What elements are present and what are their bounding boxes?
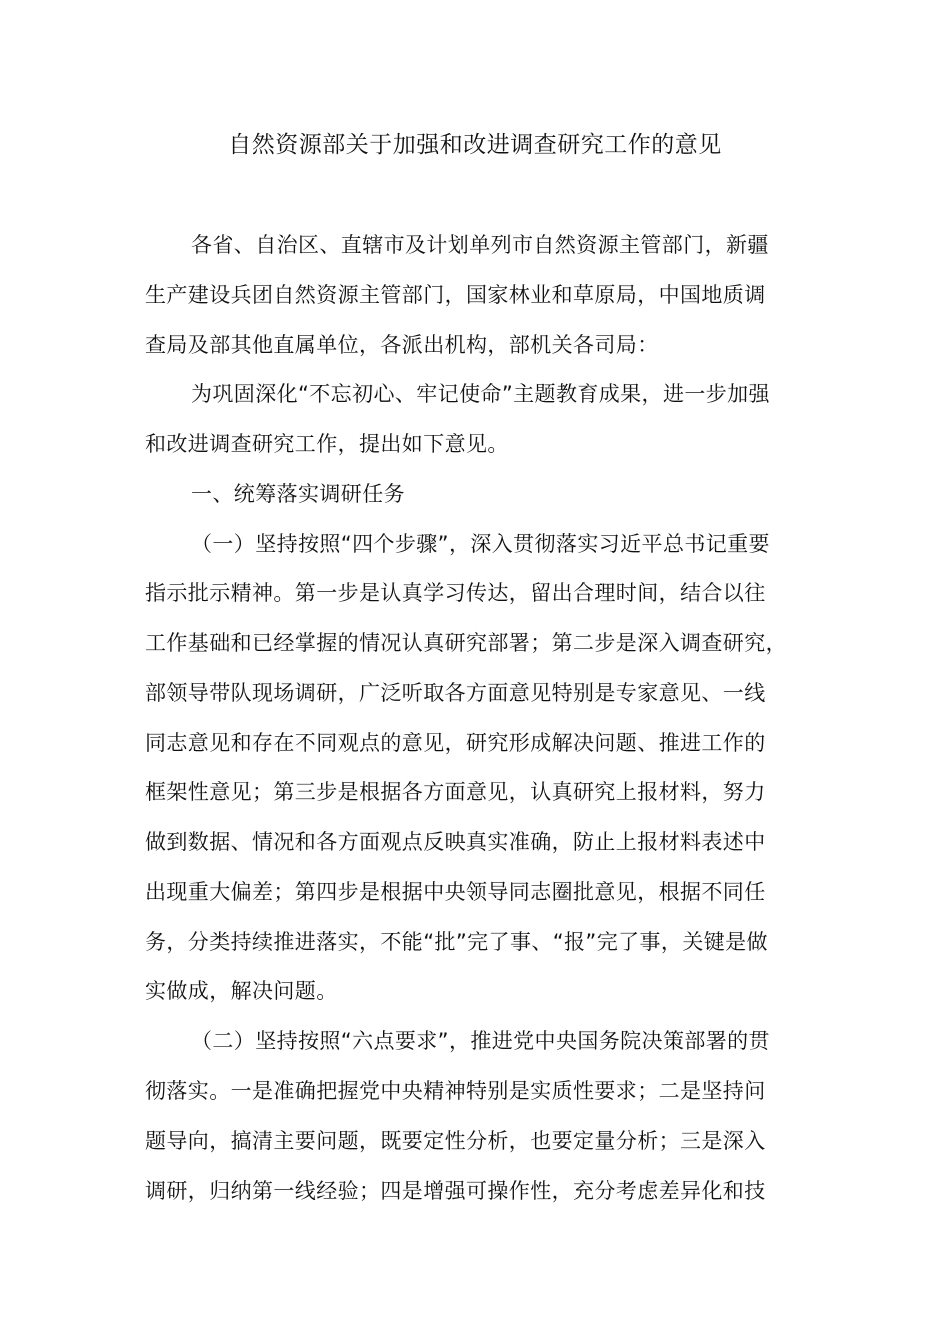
paragraph-line: 部领导带队现场调研，广泛听取各方面意见特别是专家意见、一线 xyxy=(145,681,766,705)
paragraph-line: 实做成，解决问题。 xyxy=(145,979,338,1003)
paragraph-line: 做到数据、情况和各方面观点反映真实准确，防止上报材料表述中 xyxy=(145,830,766,854)
paragraph-line: 为巩固深化“不忘初心、牢记使命”主题教育成果，进一步加强 xyxy=(191,382,770,406)
paragraph-line: 查局及部其他直属单位，各派出机构，部机关各司局： xyxy=(145,333,659,357)
paragraph-line: 调研，归纳第一线经验；四是增强可操作性，充分考虑差异化和技 xyxy=(145,1179,766,1203)
document-title: 自然资源部关于加强和改进调查研究工作的意见 xyxy=(228,132,722,158)
paragraph-line: 同志意见和存在不同观点的意见，研究形成解决问题、推进工作的 xyxy=(145,731,766,755)
paragraph-line: 指示批示精神。第一步是认真学习传达，留出合理时间，结合以往 xyxy=(145,581,766,605)
paragraph-line: 题导向，搞清主要问题，既要定性分析，也要定量分析；三是深入 xyxy=(145,1129,766,1153)
paragraph-line: 彻落实。一是准确把握党中央精神特别是实质性要求；二是坚持问 xyxy=(145,1079,766,1103)
section-heading: 一、统筹落实调研任务 xyxy=(191,482,405,506)
paragraph-line: 生产建设兵团自然资源主管部门，国家林业和草原局，中国地质调 xyxy=(145,283,766,307)
paragraph-line: 各省、自治区、直辖市及计划单列市自然资源主管部门，新疆 xyxy=(191,233,769,257)
paragraph-line: （二）坚持按照“六点要求”，推进党中央国务院决策部署的贯 xyxy=(191,1029,770,1053)
paragraph-line: 务，分类持续推进落实，不能“批”完了事、“报”完了事，关键是做 xyxy=(145,930,768,954)
paragraph-line: 和改进调查研究工作，提出如下意见。 xyxy=(145,432,509,456)
paragraph-line: （一）坚持按照“四个步骤”，深入贯彻落实习近平总书记重要 xyxy=(191,532,770,556)
paragraph-line: 框架性意见；第三步是根据各方面意见，认真研究上报材料，努力 xyxy=(145,780,766,804)
paragraph-line: 工作基础和已经掌握的情况认真研究部署；第二步是深入调查研究， xyxy=(145,631,787,655)
paragraph-line: 出现重大偏差；第四步是根据中央领导同志圈批意见，根据不同任 xyxy=(145,880,766,904)
